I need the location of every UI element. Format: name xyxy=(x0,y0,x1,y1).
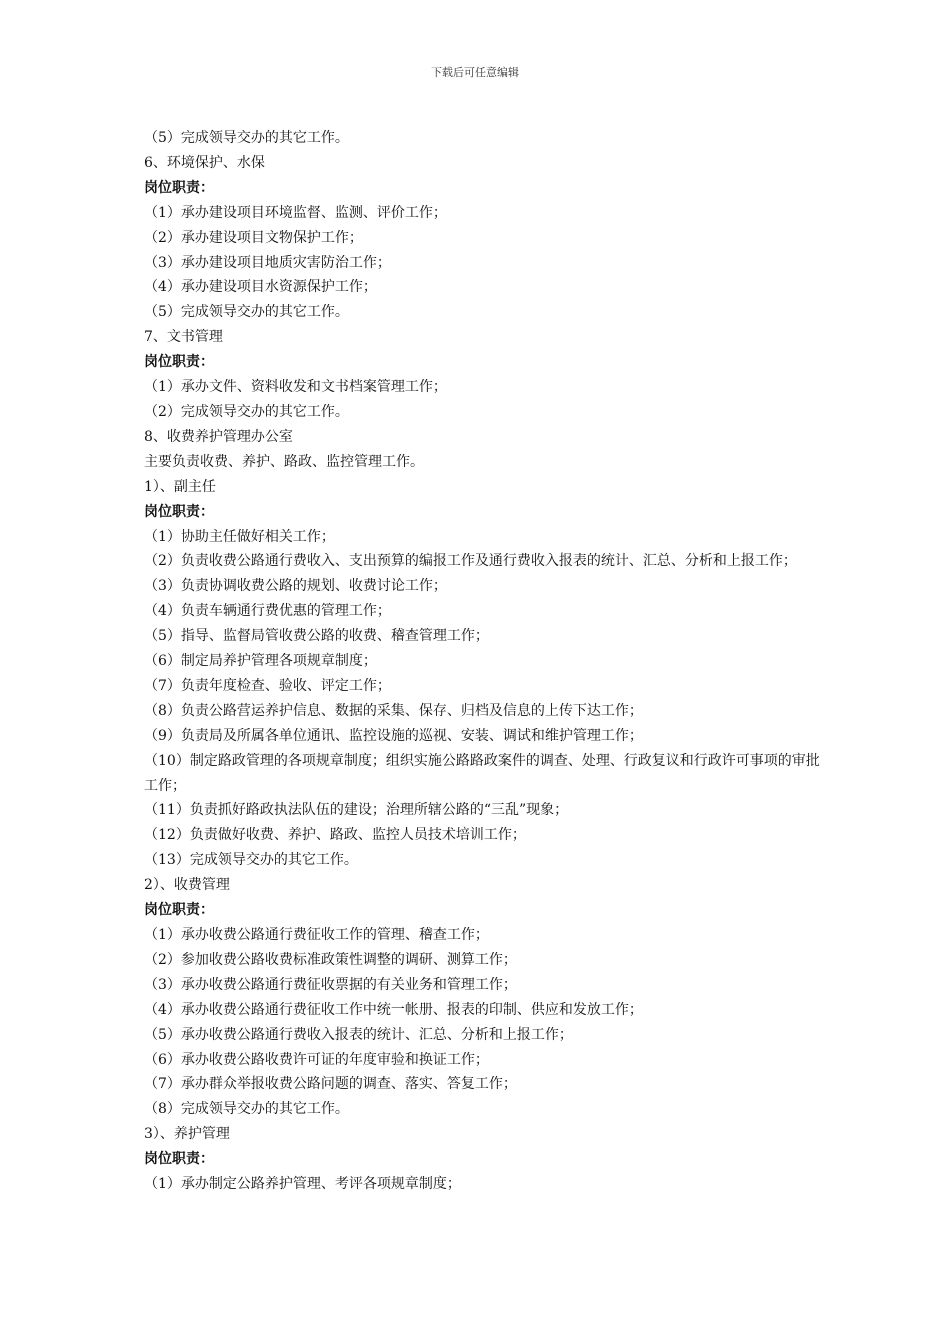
paragraph-line: （13）完成领导交办的其它工作。 xyxy=(144,852,358,869)
paragraph-line: 8、收费养护管理办公室 xyxy=(144,428,293,445)
paragraph-line: （10）制定路政管理的各项规章制度；组织实施公路路政案件的调查、处理、行政复议和行政许可事项的审批工作； xyxy=(144,752,820,794)
paragraph-line: （2）完成领导交办的其它工作。 xyxy=(144,403,349,420)
paragraph-line: （8）完成领导交办的其它工作。 xyxy=(144,1101,349,1118)
paragraph-line: （7）负责年度检查、验收、评定工作； xyxy=(144,677,391,694)
paragraph-line: （5）承办收费公路通行费收入报表的统计、汇总、分析和上报工作； xyxy=(144,1026,573,1043)
paragraph-line: （6）承办收费公路收费许可证的年度审验和换证工作； xyxy=(144,1051,489,1068)
paragraph-line: 3）、养护管理 xyxy=(144,1126,230,1143)
paragraph-line: （11）负责抓好路政执法队伍的建设；治理所辖公路的“三乱”现象； xyxy=(144,802,569,819)
paragraph-line: 7、文书管理 xyxy=(144,329,223,346)
paragraph-line: （2）承办建设项目文物保护工作； xyxy=(144,229,363,246)
paragraph-line: （1）协助主任做好相关工作； xyxy=(144,528,335,545)
document-body xyxy=(144,126,820,1197)
paragraph-line: （3）承办建设项目地质灾害防治工作； xyxy=(144,254,391,271)
paragraph-line: （9）负责局及所属各单位通讯、监控设施的巡视、安装、调试和维护管理工作； xyxy=(144,727,643,744)
paragraph-line: 6、环境保护、水保 xyxy=(144,154,265,171)
paragraph-line: （1）承办收费公路通行费征收工作的管理、稽查工作； xyxy=(144,927,489,943)
paragraph-line: （3）负责协调收费公路的规划、收费讨论工作； xyxy=(144,578,447,595)
paragraph-line: （4）承办收费公路通行费征收工作中统一帐册、报表的印制、供应和发放工作； xyxy=(144,1001,643,1018)
paragraph-line: （6）制定局养护管理各项规章制度； xyxy=(144,653,377,670)
paragraph-line: （5）完成领导交办的其它工作。 xyxy=(144,130,349,146)
section-heading: 岗位职责： xyxy=(144,354,214,371)
paragraph-line: （5）完成领导交办的其它工作。 xyxy=(144,304,349,321)
paragraph-line: 2）、收费管理 xyxy=(144,877,230,894)
paragraph-line: （3）承办收费公路通行费征收票据的有关业务和管理工作； xyxy=(144,976,517,993)
paragraph-line: （1）承办建设项目环境监督、监测、评价工作； xyxy=(144,204,447,221)
paragraph-line: （2）参加收费公路收费标准政策性调整的调研、测算工作； xyxy=(144,951,517,968)
paragraph-line: （4）承办建设项目水资源保护工作； xyxy=(144,279,377,296)
page-header: 下载后可任意编辑 xyxy=(431,66,519,79)
paragraph-line: （8）负责公路营运养护信息、数据的采集、保存、归档及信息的上传下达工作； xyxy=(144,702,643,719)
section-heading: 岗位职责： xyxy=(144,1151,214,1168)
paragraph-line: （7）承办群众举报收费公路问题的调查、落实、答复工作； xyxy=(144,1076,517,1093)
paragraph-line: （2）负责收费公路通行费收入、支出预算的编报工作及通行费收入报表的统计、汇总、分析和上报工作； xyxy=(144,553,797,570)
paragraph-line: 主要负责收费、养护、路政、监控管理工作。 xyxy=(144,453,424,470)
paragraph-line: （1）承办制定公路养护管理、考评各项规章制度； xyxy=(144,1176,461,1193)
paragraph-line: 1）、副主任 xyxy=(144,478,216,495)
paragraph-line: （5）指导、监督局管收费公路的收费、稽查管理工作； xyxy=(144,628,489,645)
section-heading: 岗位职责： xyxy=(144,503,214,520)
section-heading: 岗位职责： xyxy=(144,902,214,919)
paragraph-line: （1）承办文件、资料收发和文书档案管理工作； xyxy=(144,379,447,396)
paragraph-line: （4）负责车辆通行费优惠的管理工作； xyxy=(144,603,391,620)
section-heading: 岗位职责： xyxy=(144,179,214,196)
paragraph-line: （12）负责做好收费、养护、路政、监控人员技术培训工作； xyxy=(144,827,526,844)
